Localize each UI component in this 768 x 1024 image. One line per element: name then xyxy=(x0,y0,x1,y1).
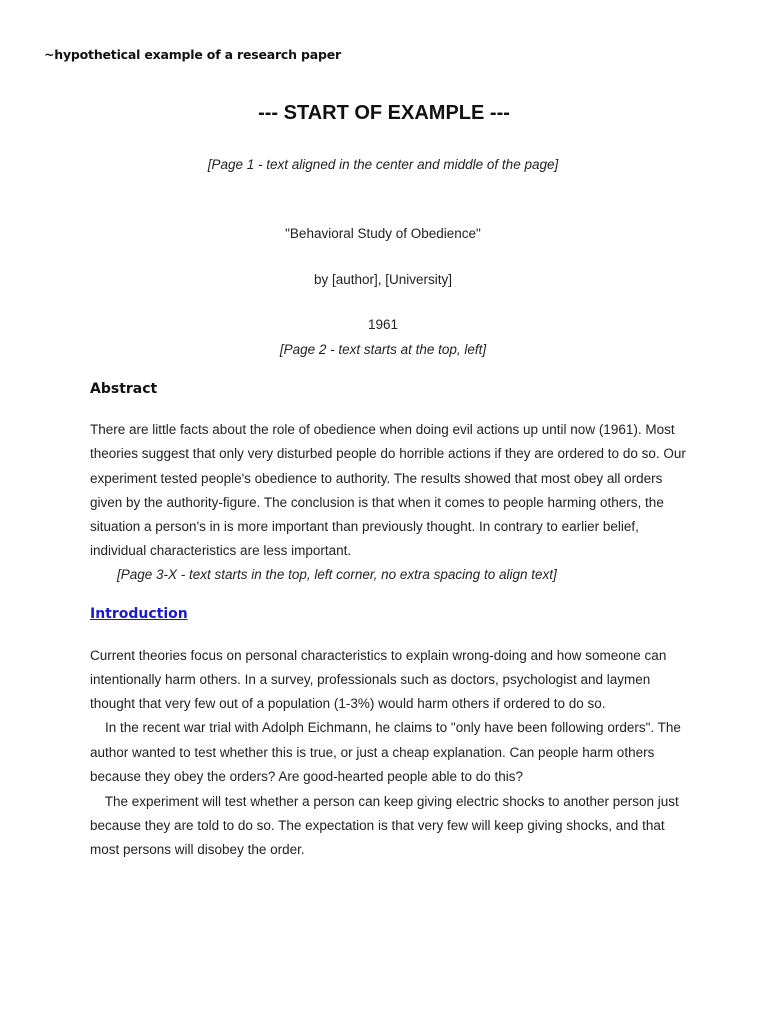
page3-note: [Page 3-X - text starts in the top, left corner, no extra spacing to align text] xyxy=(117,567,557,582)
abstract-line: individual characteristics are less important. xyxy=(90,543,352,558)
introduction-line: because they obey the orders? Are good-hearted people able to do this? xyxy=(90,769,524,784)
introduction-line: Current theories focus on personal characteristics to explain wrong-doing and how someone can xyxy=(90,648,667,663)
paper-title: "Behavioral Study of Obedience" xyxy=(285,226,481,241)
abstract-line: given by the authority-figure. The conclusion is that when it comes to people harming others, the xyxy=(90,495,664,510)
abstract-line: experiment tested people's obedience to authority. The results showed that most obey all orders xyxy=(90,471,663,486)
paper-year: 1961 xyxy=(367,317,399,332)
start-heading: --- START OF EXAMPLE --- xyxy=(258,102,510,124)
page1-note: [Page 1 - text aligned in the center and middle of the page] xyxy=(207,157,559,172)
page2-note: [Page 2 - text starts at the top, left] xyxy=(279,342,487,357)
introduction-heading-link[interactable]: Introduction xyxy=(90,606,188,622)
abstract-line: There are little facts about the role of obedience when doing evil actions up until now (1961). Most xyxy=(90,422,675,437)
introduction-line: thought that very few out of a population (1-3%) would harm others if ordered to do so. xyxy=(90,696,606,711)
abstract-heading: Abstract xyxy=(90,381,158,397)
abstract-line: situation a person's in is more important than previously thought. In contrary to earlier belief, xyxy=(90,519,639,534)
introduction-line: In the recent war trial with Adolph Eichmann, he claims to "only have been following orders". The xyxy=(90,720,681,735)
introduction-line: intentionally harm others. In a survey, professionals such as doctors, psychologist and laymen xyxy=(90,672,651,687)
introduction-line: author wanted to test whether this is true, or just a cheap explanation. Can people harm others xyxy=(90,745,655,760)
introduction-line: The experiment will test whether a person can keep giving electric shocks to another person just xyxy=(90,794,679,809)
paper-byline: by [author], [University] xyxy=(313,272,453,287)
introduction-line: most persons will disobey the order. xyxy=(90,842,305,857)
introduction-line: because they are told to do so. The expectation is that very few will keep giving shocks, and that xyxy=(90,818,665,833)
header-note: ~hypothetical example of a research paper xyxy=(44,47,341,62)
abstract-line: theories suggest that only very disturbed people do horrible actions if they are ordered to do so. Our xyxy=(90,446,686,461)
